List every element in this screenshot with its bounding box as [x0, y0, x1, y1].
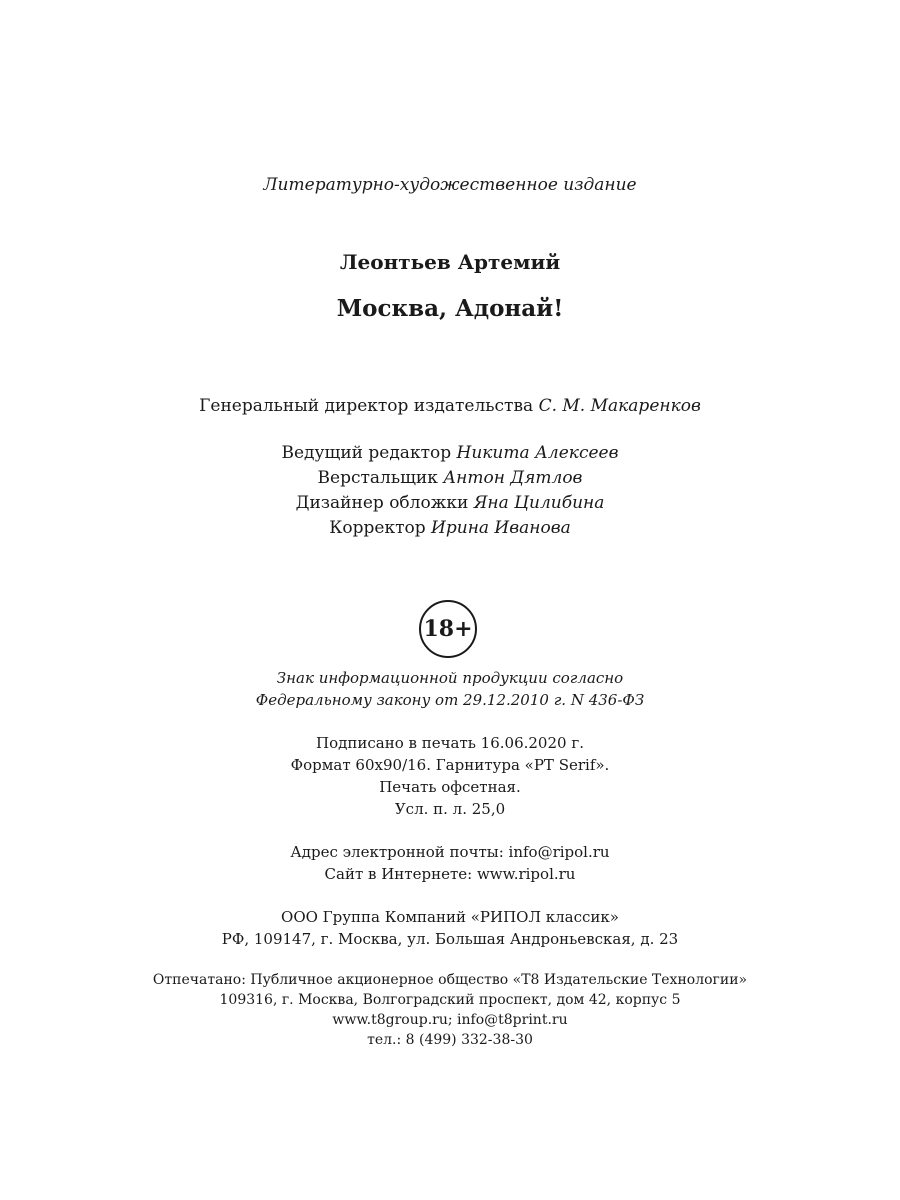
lead-editor-line: [0, 443, 900, 463]
proofreader-line: [0, 518, 900, 538]
cover-designer-role: Дизайнер обложки: [295, 493, 469, 513]
printer-line-4: тел.: 8 (499) 332-38-30: [367, 1032, 533, 1048]
publisher-name: ООО Группа Компаний «РИПОЛ классик»: [281, 908, 619, 926]
general-director-line: [0, 396, 900, 416]
print-format: Формат 60x90/16. Гарнитура «PT Serif».: [290, 756, 610, 774]
general-director-name: С. М. Макаренков: [538, 396, 701, 416]
age-rating-note-2: Федеральному закону от 29.12.2010 г. N 436-ФЗ: [255, 691, 645, 709]
edition-type: Литературно-художественное издание: [263, 175, 637, 195]
cover-designer-line: [0, 493, 900, 513]
printer-line-2: 109316, г. Москва, Волгоградский проспект, дом 42, корпус 5: [219, 992, 681, 1008]
layout-name: Антон Дятлов: [443, 468, 583, 488]
print-sheets: Усл. п. л. 25,0: [394, 800, 506, 818]
printer-line-3: www.t8group.ru; info@t8print.ru: [332, 1012, 568, 1028]
contact-site: Сайт в Интернете: www.ripol.ru: [324, 865, 576, 883]
printer-line-1: Отпечатано: Публичное акционерное общество «Т8 Издательские Технологии»: [152, 972, 748, 988]
lead-editor-role: Ведущий редактор: [281, 443, 452, 463]
general-director-role: Генеральный директор издательства: [199, 396, 534, 416]
lead-editor-name: Никита Алексеев: [456, 443, 619, 463]
proofreader-role: Корректор: [329, 518, 426, 538]
publisher-address: РФ, 109147, г. Москва, ул. Большая Андроньевская, д. 23: [221, 930, 679, 948]
age-rating-badge: 18+: [419, 600, 477, 658]
proofreader-name: Ирина Иванова: [431, 518, 571, 538]
print-signed: Подписано в печать 16.06.2020 г.: [316, 734, 584, 752]
layout-role: Верстальщик: [317, 468, 438, 488]
contact-email: Адрес электронной почты: info@ripol.ru: [290, 843, 610, 861]
age-rating-note-1: Знак информационной продукции согласно: [276, 669, 624, 687]
layout-line: [0, 468, 900, 488]
author-name: Леонтьев Артемий: [339, 250, 561, 274]
book-title: Москва, Адонай!: [336, 295, 564, 322]
print-type: Печать офсетная.: [379, 778, 521, 796]
cover-designer-name: Яна Цилибина: [473, 493, 605, 513]
